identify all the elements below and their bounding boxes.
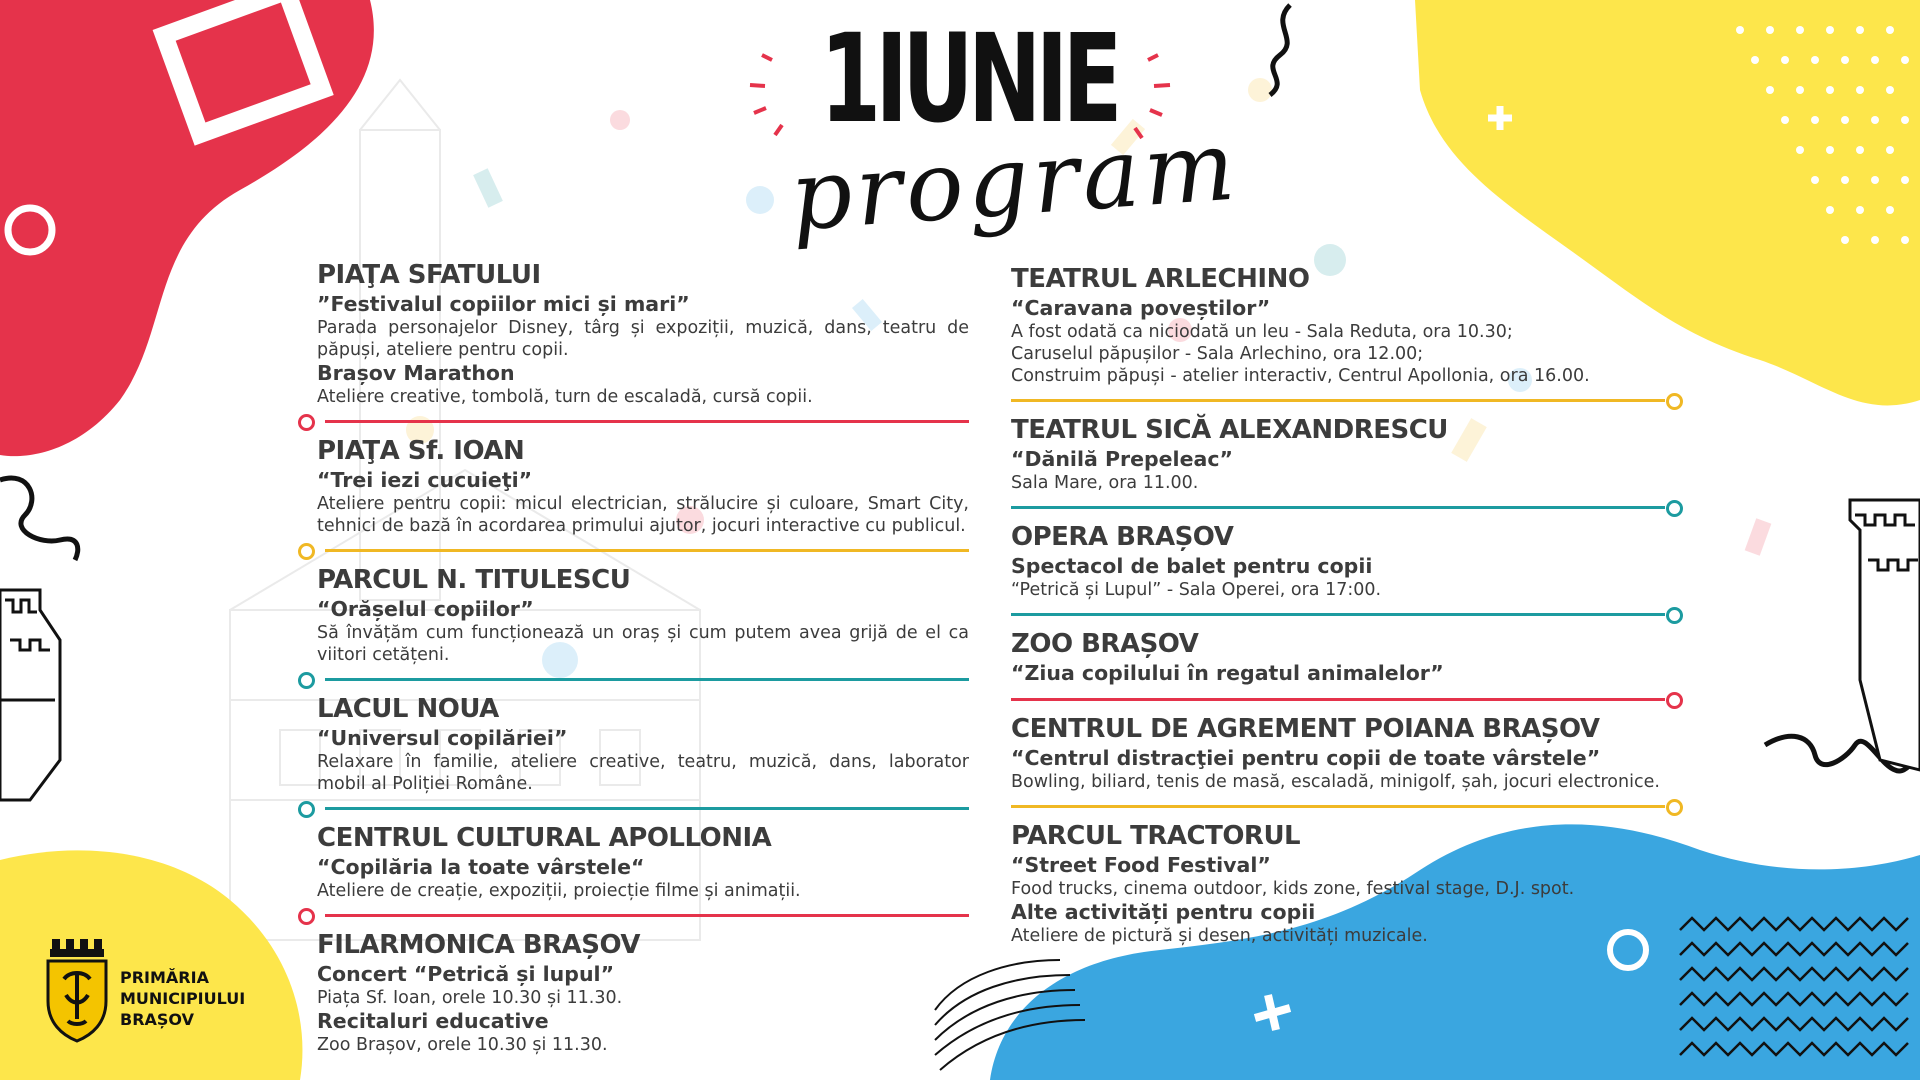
event-description-line: A fost odată ca niciodată un leu - Sala Reduta, ora 10.30; bbox=[1011, 322, 1513, 342]
section-divider bbox=[317, 801, 969, 815]
program-left-column bbox=[317, 258, 969, 1056]
divider-dot-icon bbox=[1666, 393, 1683, 410]
event-title: Spectacol de balet pentru copii bbox=[1011, 554, 1373, 578]
event-description-line: Construim păpuși - atelier interactiv, Centrul Apollonia, ora 16.00. bbox=[1011, 366, 1590, 386]
title-program: program bbox=[786, 109, 1243, 253]
event-description-line: Caruselul păpușilor - Sala Arlechino, ora 12.00; bbox=[1011, 344, 1424, 364]
logo-line: BRAȘOV bbox=[120, 1010, 194, 1029]
event-description: Ateliere creative, tombolă, turn de escaladă, cursă copii. bbox=[317, 387, 813, 407]
section-divider bbox=[1011, 500, 1679, 514]
section-divider bbox=[317, 672, 969, 686]
event-title: Concert “Petrică și lupul” bbox=[317, 962, 615, 986]
venue-section-piata-sf-ioan bbox=[317, 434, 969, 537]
event-title: Recitaluri educative bbox=[317, 1009, 549, 1033]
primaria-logo bbox=[44, 935, 274, 1045]
program-right-column bbox=[1011, 262, 1679, 947]
event-description-line: “Petrică și Lupul” - Sala Operei, ora 17:00. bbox=[1011, 580, 1382, 600]
section-divider bbox=[317, 543, 969, 557]
event-title: “Centrul distracţiei pentru copii de toate vârstele” bbox=[1011, 746, 1601, 770]
divider-dot-icon bbox=[298, 908, 315, 925]
event-description: Să învățăm cum funcționează un oraș și cum putem avea grijă de el ca viitori cetățeni. bbox=[317, 623, 969, 665]
title-date: 1IUNIE bbox=[820, 8, 1117, 150]
divider-dot-icon bbox=[298, 672, 315, 689]
event-title: Alte activități pentru copii bbox=[1011, 900, 1316, 924]
event-title: Brașov Marathon bbox=[317, 361, 515, 385]
event-description: Relaxare în familie, ateliere creative, teatru, muzică, dans, laborator mobil al Poliției Române. bbox=[317, 752, 969, 794]
venue-section-poiana bbox=[1011, 712, 1679, 793]
venue-section-tractorul bbox=[1011, 819, 1679, 947]
venue-title: CENTRUL DE AGREMENT POIANA BRAȘOV bbox=[1011, 714, 1600, 744]
venue-title: TEATRUL SICĂ ALEXANDRESCU bbox=[1011, 415, 1448, 445]
section-divider bbox=[1011, 393, 1679, 407]
divider-dot-icon bbox=[1666, 692, 1683, 709]
venue-section-sica-alexandrescu bbox=[1011, 413, 1679, 494]
section-divider bbox=[317, 414, 969, 428]
venue-title: TEATRUL ARLECHINO bbox=[1011, 264, 1310, 294]
event-title: “Universul copilăriei” bbox=[317, 726, 568, 750]
event-description: Zoo Brașov, orele 10.30 și 11.30. bbox=[317, 1035, 608, 1055]
logo-line: MUNICIPIULUI bbox=[120, 989, 246, 1008]
event-description-line: Ateliere de pictură și desen, activități muzicale. bbox=[1011, 926, 1428, 946]
event-description: Piața Sf. Ioan, orele 10.30 și 11.30. bbox=[317, 988, 623, 1008]
coat-of-arms-icon bbox=[44, 935, 110, 1043]
event-title: “Copilăria la toate vârstele“ bbox=[317, 855, 645, 879]
section-divider bbox=[1011, 607, 1679, 621]
event-description-line: Bowling, biliard, tenis de masă, escaladă, minigolf, șah, jocuri electronice. bbox=[1011, 772, 1660, 792]
divider-dot-icon bbox=[1666, 607, 1683, 624]
event-description-line: Sala Mare, ora 11.00. bbox=[1011, 473, 1199, 493]
event-description: Ateliere de creație, expoziții, proiecție filme și animații. bbox=[317, 881, 801, 901]
venue-section-zoo bbox=[1011, 627, 1679, 686]
venue-title: OPERA BRAȘOV bbox=[1011, 522, 1234, 552]
divider-dot-icon bbox=[1666, 799, 1683, 816]
venue-section-piata-sfatului bbox=[317, 258, 969, 408]
divider-dot-icon bbox=[1666, 500, 1683, 517]
divider-dot-icon bbox=[298, 414, 315, 431]
logo-text bbox=[120, 967, 245, 1030]
venue-title: FILARMONICA BRAȘOV bbox=[317, 930, 641, 960]
event-title: “Trei iezi cucuieţi” bbox=[317, 468, 533, 492]
venue-section-parcul-titulescu bbox=[317, 563, 969, 666]
venue-title: PIAŢA Sf. IOAN bbox=[317, 436, 525, 466]
event-title: “Orășelul copiilor” bbox=[317, 597, 534, 621]
logo-line: PRIMĂRIA bbox=[120, 968, 209, 987]
event-title: “Street Food Festival” bbox=[1011, 853, 1271, 877]
event-title: “Dănilă Prepeleac” bbox=[1011, 447, 1233, 471]
venue-title: ZOO BRAȘOV bbox=[1011, 629, 1199, 659]
event-description: Ateliere pentru copii: micul electrician, strălucire și culoare, Smart City, tehnici de bază în acordarea primului ajutor, jocuri interactive cu publicul. bbox=[317, 494, 969, 536]
event-title: “Caravana poveștilor” bbox=[1011, 296, 1271, 320]
divider-dot-icon bbox=[298, 543, 315, 560]
page-title bbox=[730, 8, 1243, 268]
section-divider bbox=[1011, 799, 1679, 813]
divider-dot-icon bbox=[298, 801, 315, 818]
section-divider bbox=[1011, 692, 1679, 706]
venue-title: PARCUL TRACTORUL bbox=[1011, 821, 1301, 851]
event-description: Parada personajelor Disney, târg și expoziții, muzică, dans, teatru de păpuși, ateliere pentru copii. bbox=[317, 318, 969, 360]
section-divider bbox=[317, 908, 969, 922]
venue-title: LACUL NOUA bbox=[317, 694, 499, 724]
event-title: “Ziua copilului în regatul animalelor” bbox=[1011, 661, 1444, 685]
venue-section-filarmonica bbox=[317, 928, 969, 1056]
venue-section-apollonia bbox=[317, 821, 969, 902]
venue-title: CENTRUL CULTURAL APOLLONIA bbox=[317, 823, 772, 853]
event-title: ”Festivalul copiilor mici și mari” bbox=[317, 292, 690, 316]
venue-title: PARCUL N. TITULESCU bbox=[317, 565, 631, 595]
venue-section-opera bbox=[1011, 520, 1679, 601]
event-description-line: Food trucks, cinema outdoor, kids zone, festival stage, D.J. spot. bbox=[1011, 879, 1575, 899]
venue-section-arlechino bbox=[1011, 262, 1679, 387]
venue-section-lacul-noua bbox=[317, 692, 969, 795]
venue-title: PIAŢA SFATULUI bbox=[317, 260, 541, 290]
